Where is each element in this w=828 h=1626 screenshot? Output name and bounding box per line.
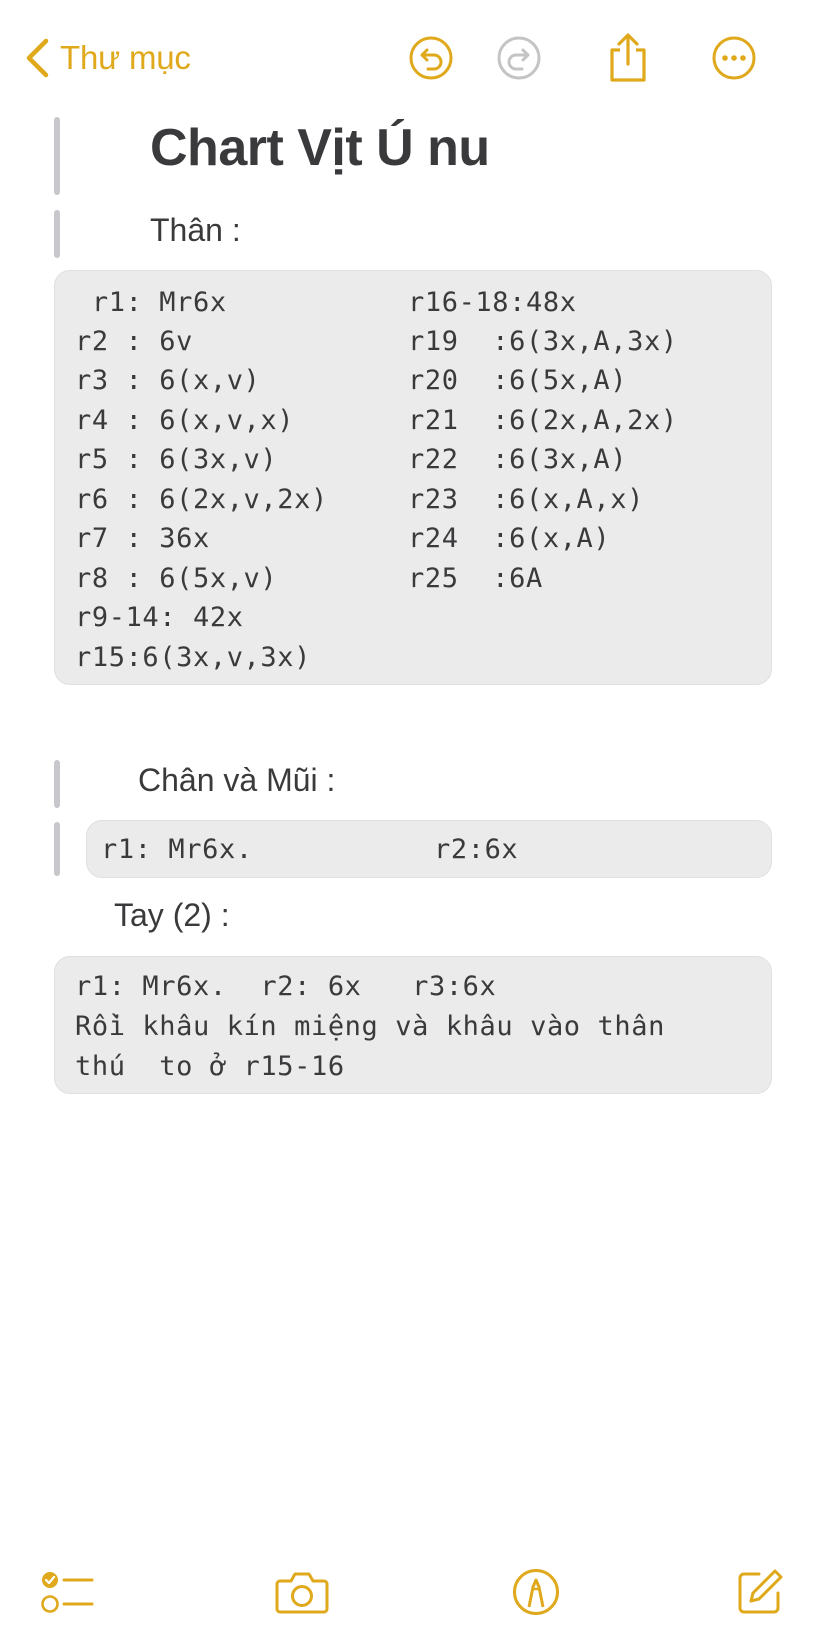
undo-icon bbox=[408, 35, 454, 81]
code-line: r22 :6(3x,A) bbox=[408, 444, 628, 475]
quote-bar bbox=[54, 210, 60, 258]
code-block-chan[interactable] bbox=[86, 820, 772, 878]
code-line: thú to ở r15-16 bbox=[75, 1051, 345, 1082]
code-line: r16-18:48x bbox=[408, 287, 577, 318]
checklist-button[interactable] bbox=[38, 1566, 98, 1618]
code-line: r21 :6(2x,A,2x) bbox=[408, 405, 678, 436]
code-line: r19 :6(3x,A,3x) bbox=[408, 326, 678, 357]
share-icon bbox=[606, 32, 650, 84]
code-line: r7 : 36x bbox=[75, 523, 210, 554]
camera-icon bbox=[274, 1569, 330, 1615]
section-heading-than[interactable]: Thân : bbox=[150, 212, 241, 248]
code-line: r23 :6(x,A,x) bbox=[408, 484, 644, 515]
compose-icon bbox=[735, 1567, 785, 1617]
section-heading-chan[interactable]: Chân và Mũi : bbox=[138, 762, 336, 798]
share-button[interactable] bbox=[603, 30, 653, 86]
quote-bar bbox=[54, 822, 60, 876]
quote-bar bbox=[54, 117, 60, 195]
compose-button[interactable] bbox=[730, 1566, 790, 1618]
markup-pen-icon bbox=[511, 1567, 561, 1617]
code-line: r4 : 6(x,v,x) bbox=[75, 405, 295, 436]
more-icon bbox=[711, 35, 757, 81]
section-heading-tay[interactable]: Tay (2) : bbox=[114, 897, 230, 933]
more-button[interactable] bbox=[709, 30, 759, 86]
code-line: r15:6(3x,v,3x) bbox=[75, 642, 311, 673]
redo-button[interactable] bbox=[494, 30, 544, 86]
checklist-icon bbox=[40, 1569, 96, 1615]
back-button[interactable] bbox=[24, 30, 191, 86]
code-line: r1: Mr6x bbox=[75, 287, 227, 318]
code-block-than[interactable] bbox=[54, 270, 772, 685]
code-line: r3 : 6(x,v) bbox=[75, 365, 261, 396]
code-line: Rồi khâu kín miệng và khâu vào thân bbox=[75, 1011, 665, 1042]
camera-button[interactable] bbox=[272, 1566, 332, 1618]
chevron-left-icon bbox=[24, 38, 50, 78]
markup-button[interactable] bbox=[506, 1566, 566, 1618]
note-title[interactable]: Chart Vịt Ú nu bbox=[150, 119, 490, 177]
code-line: r1: Mr6x. r2: 6x r3:6x bbox=[75, 971, 497, 1002]
code-line: r5 : 6(3x,v) bbox=[75, 444, 278, 475]
code-line: r9-14: 42x bbox=[75, 602, 244, 633]
code-block-tay[interactable] bbox=[54, 956, 772, 1094]
back-label: Thư mục bbox=[60, 39, 191, 76]
code-line: r24 :6(x,A) bbox=[408, 523, 611, 554]
code-line: r20 :6(5x,A) bbox=[408, 365, 628, 396]
undo-button[interactable] bbox=[406, 30, 456, 86]
redo-icon bbox=[496, 35, 542, 81]
code-line: r2 : 6v bbox=[75, 326, 193, 357]
code-line: r1: Mr6x. bbox=[101, 834, 253, 865]
quote-bar bbox=[54, 760, 60, 808]
code-line: r8 : 6(5x,v) bbox=[75, 563, 278, 594]
code-line: r2:6x bbox=[434, 834, 519, 865]
code-line: r6 : 6(2x,v,2x) bbox=[75, 484, 328, 515]
code-line: r25 :6A bbox=[408, 563, 543, 594]
